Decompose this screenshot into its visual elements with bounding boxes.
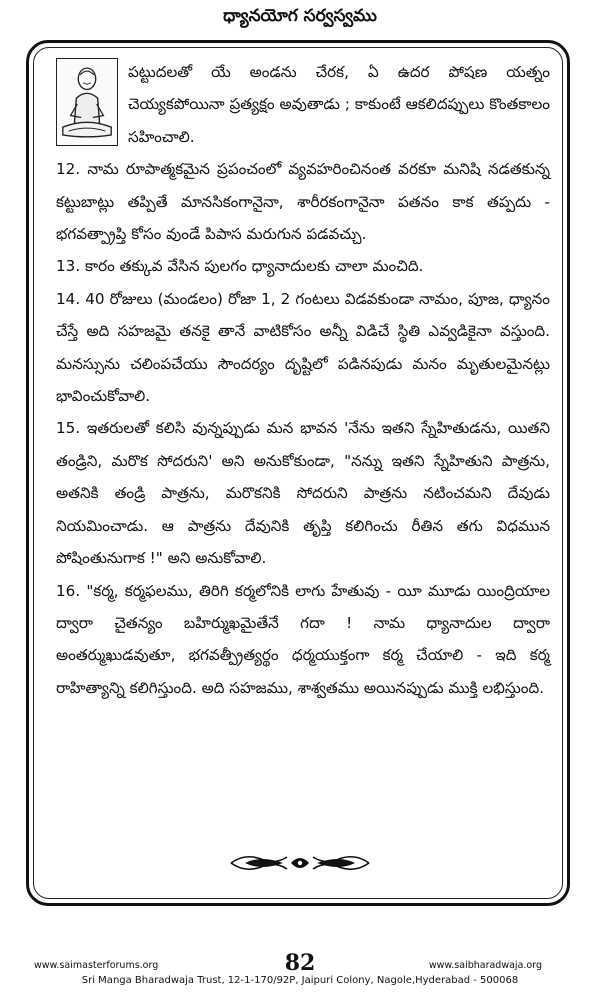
seated-master-portrait-icon	[56, 58, 118, 146]
paragraph-14: 14. 40 రోజులు (మండలం) రోజా 1, 2 గంటలు విడవకుండా నామం, పూజ, ధ్యానం చేస్తే అది సహజమై తనకై తానే వాటికోసం అన్నీ విడిచే స్థితి ఎవ్వడికైనా వస్తుంది. మనస్సును చలింపచేయు సౌందర్యం దృష్టిలో పడినపుడు మనం మృతులమైనట్లు భావించుకోవాలి.	[56, 289, 550, 406]
scroll-ornament-divider-icon	[0, 851, 600, 875]
paragraph-13: 13. కారం తక్కువ వేసిన పులగం ధ్యానాదులకు చాలా మంచిది.	[56, 257, 424, 276]
paragraph-15: 15. ఇతరులతో కలిసి వున్నప్పుడు మన భావన 'నేను ఇతని స్నేహితుడను, యితని తండ్రిని, మరొక సోదరుని' అని అనుకోకుండా, "నన్ను ఇతని స్నేహితుని పాత్రను, అతనికి తండ్రి పాత్రను, మరొకనికి సోదరుని పాత్రను నటించమని దేవుడు నియమించాడు. ఆ పాత్రను దేవునికి తృప్తి కలిగించు రీతిన తగు విధమున పోషింతునుగాక !" అని అనుకోవాలి.	[56, 419, 550, 568]
paragraph-16: 16. "కర్మ, కర్మఫలము, తిరిగి కర్మలోనికి లాగు హేతువు - యీ మూడు యింద్రియాల ద్వారా చైతన్యం బహిర్ముఖమైతేనే గదా ! నామ ధ్యానాదుల ద్వారా అంతర్ముఖుడవుతూ, భగవత్ప్రీత్యర్థం ధర్మయుక్తంగా కర్మ చేయాలి - ఇది కర్మ రాహిత్యాన్ని కలిగిస్తుంది. అది సహజము, శాశ్వతము అయినప్పుడు ముక్తి లభిస్తుంది.	[56, 581, 550, 697]
footer-left-url: www.saimasterforums.org	[34, 960, 159, 971]
paragraph-continuation: పట్టుదలతో యే అండను చేరక, ఏ ఉదర పోషణ యత్నం చెయ్యకపోయినా ప్రత్యక్షం అవుతాడు ; కాకుంటే ఆకలిదప్పులు కొంతకాలం సహించాలి.	[128, 63, 550, 146]
footer-right-url: www.saibharadwaja.org	[428, 960, 542, 971]
page-header-title: ధ్యానయోగ సర్వస్వము	[223, 6, 377, 26]
page-body	[56, 56, 550, 704]
page-number: 82	[284, 950, 316, 976]
paragraph-12: 12. నామ రూపాత్మకమైన ప్రపంచంలో వ్యవహరించినంత వరకూ మనిషి నడతకున్న కట్టుబాట్లు తప్పితే మానసికంగానైనా, శారీరకంగానైనా పతనం కాక తప్పదు - భగవత్ప్రాప్తి కోసం వుండే పిపాస మరుగున పడవచ్చు.	[56, 160, 550, 244]
footer-address: Sri Manga Bharadwaja Trust, 12-1-170/92P, Jaipuri Colony, Nagole,Hyderabad - 500068	[81, 975, 519, 986]
